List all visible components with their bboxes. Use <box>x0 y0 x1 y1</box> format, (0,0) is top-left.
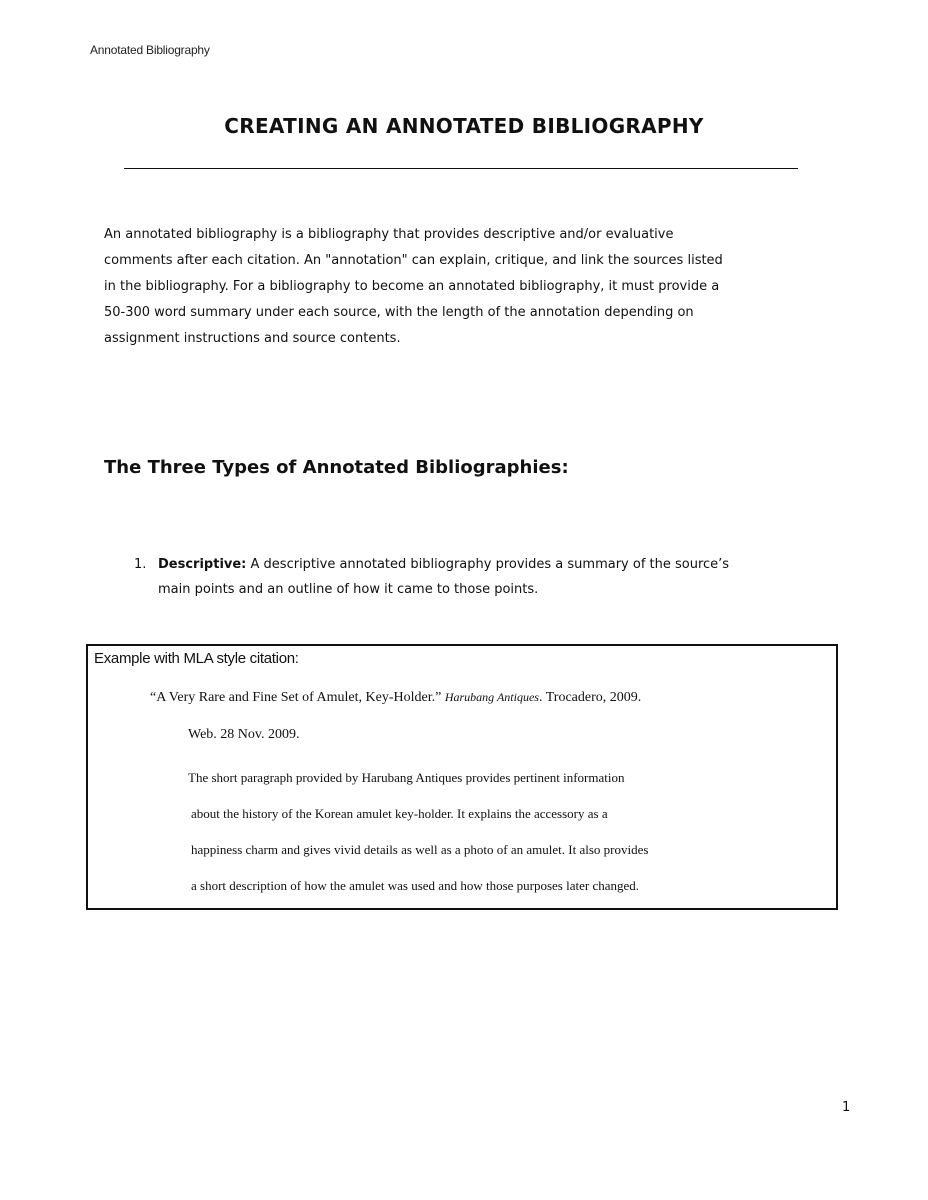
citation-source: Harubang Antiques <box>444 690 539 704</box>
intro-line: in the bibliography. For a bibliography to become an annotated bibliography, it must provide a <box>104 279 720 294</box>
annotation-line: about the history of the Korean amulet key-holder. It explains the accessory as a <box>191 806 608 821</box>
running-header: Annotated Bibliography <box>90 43 210 57</box>
list-item-number: 1. <box>134 557 147 572</box>
intro-line: 50-300 word summary under each source, with the length of the annotation depending on <box>104 305 694 320</box>
annotation-line: The short paragraph provided by Harubang Antiques provides pertinent information <box>188 770 625 785</box>
list-item-line: main points and an outline of how it came to those points. <box>158 582 539 597</box>
citation-title: “A Very Rare and Fine Set of Amulet, Key-Holder.” <box>150 690 445 705</box>
list-item-text: A descriptive annotated bibliography provides a summary of the source’s <box>246 557 730 572</box>
citation-access-date: Web. 28 Nov. 2009. <box>188 727 300 742</box>
document-title: CREATING AN ANNOTATED BIBLIOGRAPHY <box>224 114 704 138</box>
list-item-body <box>158 552 814 602</box>
intro-line: An annotated bibliography is a bibliography that provides descriptive and/or evaluative <box>104 227 674 242</box>
example-box <box>86 644 838 910</box>
annotation-paragraph <box>188 760 778 904</box>
title-underline-rule <box>124 168 798 169</box>
section-heading: The Three Types of Annotated Bibliographies: <box>104 457 569 478</box>
intro-line: comments after each citation. An "annotation" can explain, critique, and link the sources listed <box>104 253 723 268</box>
citation-line <box>150 690 641 706</box>
annotation-line: a short description of how the amulet was used and how those purposes later changed. <box>191 878 640 893</box>
example-label: Example with MLA style citation: <box>94 650 299 667</box>
list-item <box>134 552 814 602</box>
annotation-line: happiness charm and gives vivid details as well as a photo of an amulet. It also provides <box>191 842 649 857</box>
list-item-term: Descriptive: <box>158 557 247 572</box>
intro-line: assignment instructions and source contents. <box>104 331 401 346</box>
intro-paragraph <box>104 222 822 352</box>
list-item-line <box>158 552 814 577</box>
types-list <box>134 552 814 602</box>
citation-publisher: . Trocadero, 2009. <box>538 690 642 705</box>
page-number: 1 <box>842 1100 851 1115</box>
